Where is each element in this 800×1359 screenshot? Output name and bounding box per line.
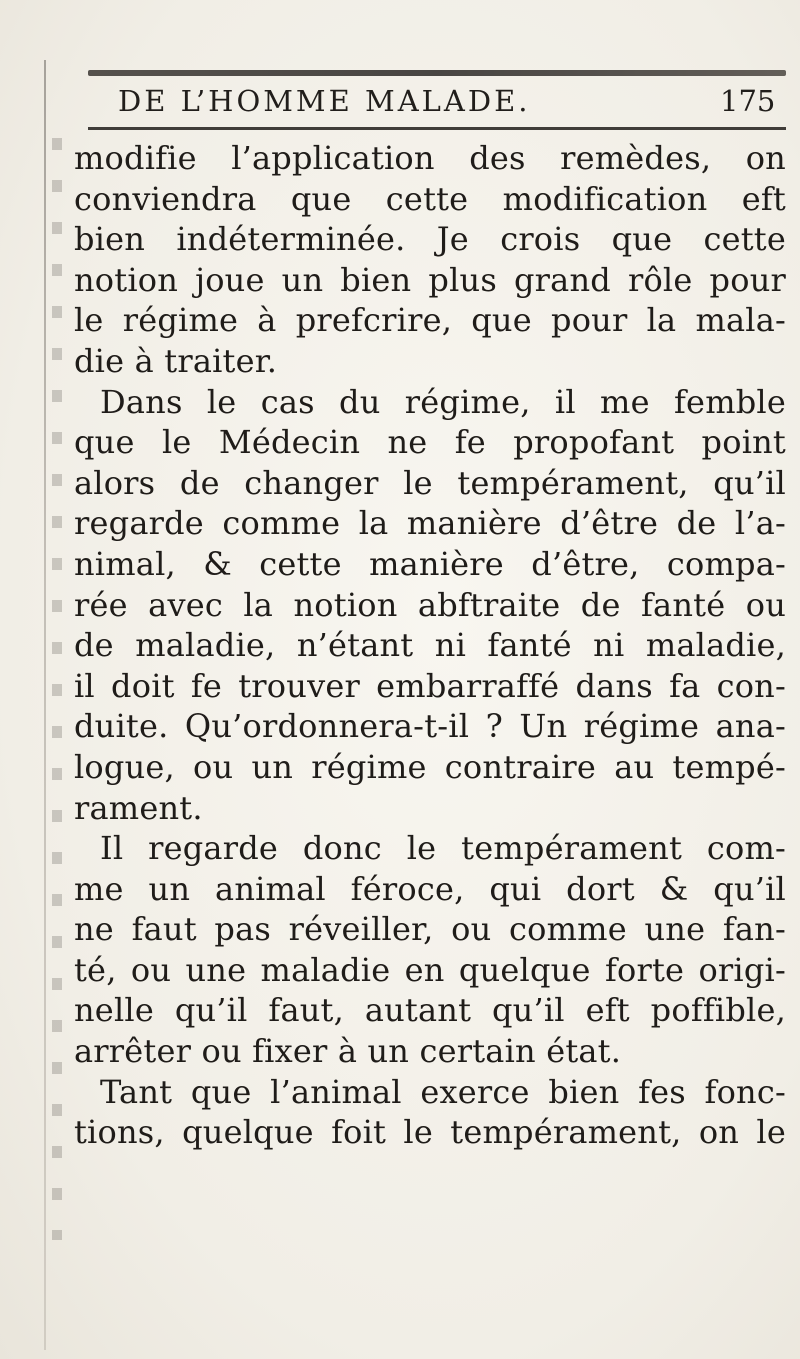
text-line: duite. Qu’ordonnera-t-il ? Un régime ana- [74, 707, 786, 746]
text-line: alors de changer le tempérament, qu’il [74, 463, 786, 502]
body-text [74, 138, 786, 1153]
binding-gutter [44, 60, 46, 1350]
text-line: Dans le cas du régime, il me femble [100, 382, 786, 421]
text-line: nelle qu’il faut, autant qu’il eft poffible, [74, 991, 786, 1030]
text-line: die à traiter. [74, 341, 278, 380]
text-line: arrêter ou fixer à un certain état. [74, 1032, 622, 1071]
text-line: modifie l’application des remèdes, on [74, 139, 786, 177]
text-line: tions, quelque foit le tempérament, on le [74, 1113, 786, 1152]
text-line: Tant que l’animal exerce bien fes fonc- [100, 1072, 786, 1111]
text-line: me un animal féroce, qui dort & qu’il [74, 869, 786, 908]
text-line: logue, ou un régime contraire au tempé- [74, 747, 786, 786]
text-line: il doit fe trouver embarraffé dans fa con- [74, 666, 786, 705]
text-line: que le Médecin ne fe propofant point [74, 423, 786, 462]
text-line: rée avec la notion abftraite de fanté ou [74, 585, 786, 624]
text-line: conviendra que cette modification eft [74, 179, 786, 218]
running-head: DE L’HOMME MALADE. [118, 84, 531, 118]
text-line: notion joue un bien plus grand rôle pour [74, 260, 786, 299]
text-line: ne faut pas réveiller, ou comme une fan- [74, 910, 786, 949]
text-line: bien indéterminée. Je crois que cette [74, 220, 786, 259]
header-rule [88, 127, 786, 130]
text-line: regarde comme la manière d’être de l’a- [74, 504, 786, 543]
text-line: Il regarde donc le tempérament com- [100, 829, 786, 868]
text-line: nimal, & cette manière d’être, compa- [74, 544, 786, 583]
binding-shadow [52, 120, 62, 1240]
page-number: 175 [720, 84, 776, 118]
text-line: rament. [74, 788, 203, 827]
text-line: de maladie, n’étant ni fanté ni maladie, [74, 626, 786, 665]
text-line: le régime à prefcrire, que pour la mala- [74, 301, 786, 340]
top-rule [88, 70, 786, 76]
text-line: té, ou une maladie en quelque forte origi- [74, 950, 786, 989]
